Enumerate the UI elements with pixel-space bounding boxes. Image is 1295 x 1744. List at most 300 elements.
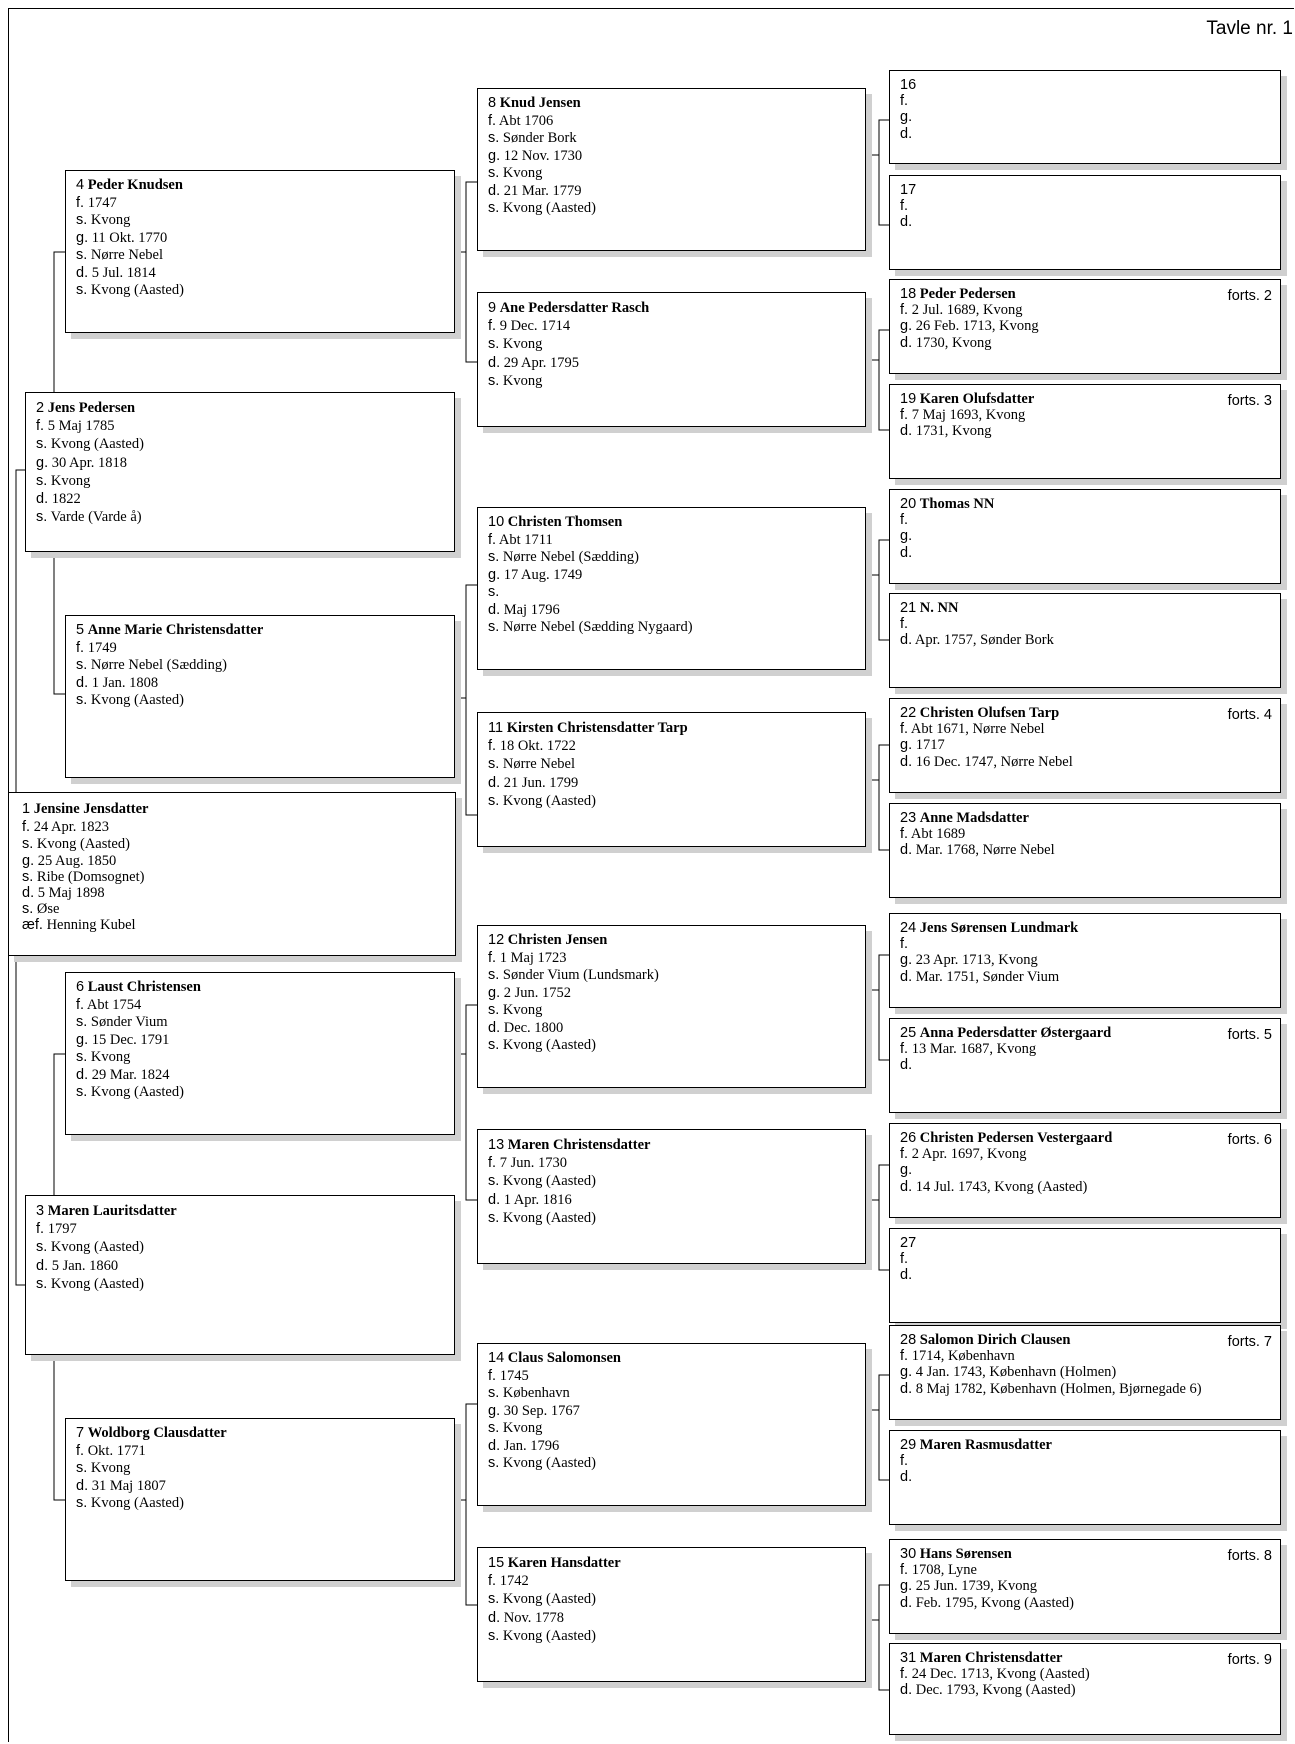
person-name: Laust Christensen xyxy=(87,979,201,995)
person-name: Ane Pedersdatter Rasch xyxy=(499,300,650,316)
field-value: Nørre Nebel (Sædding) xyxy=(502,549,640,565)
field-label: f. xyxy=(900,1348,909,1365)
person-card-5 xyxy=(65,615,455,778)
person-name: Claus Salomonsen xyxy=(507,1350,621,1366)
field-value: Abt 1671, Nørre Nebel xyxy=(910,721,1045,738)
person-number: 26 xyxy=(900,1130,917,1146)
person-name: Woldborg Clausdatter xyxy=(87,1425,227,1441)
person-number: 18 xyxy=(900,286,917,302)
field-value: 1797 xyxy=(47,1221,77,1238)
field-value: 2 Jul. 1689, Kvong xyxy=(911,302,1023,319)
person-name: Peder Pedersen xyxy=(919,286,1016,302)
person-name: Maren Rasmusdatter xyxy=(919,1437,1052,1453)
field-label: f. xyxy=(488,112,497,129)
field-label: d. xyxy=(76,1477,89,1494)
field-value: 14 Jul. 1743, Kvong (Aasted) xyxy=(915,1178,1088,1195)
field-label: d. xyxy=(900,753,913,770)
field-label: g. xyxy=(900,1364,913,1381)
person-name: Peder Knudsen xyxy=(87,177,183,193)
person-card-20 xyxy=(889,489,1281,584)
field-label: d. xyxy=(900,1178,913,1195)
field-label: s. xyxy=(488,1627,500,1644)
person-number: 4 xyxy=(76,177,85,193)
field-value: 21 Mar. 1779 xyxy=(503,182,582,199)
field-label: g. xyxy=(488,1402,501,1419)
field-label: g. xyxy=(900,737,913,754)
field-value: 1730, Kvong xyxy=(915,334,992,351)
field-label: g. xyxy=(900,528,913,545)
field-label: f. xyxy=(488,738,497,755)
field-label: s. xyxy=(488,1385,500,1401)
field-label: d. xyxy=(900,632,913,649)
sheet-label: Tavle nr. 1 xyxy=(1206,18,1293,39)
field-value: Kvong xyxy=(90,212,131,228)
field-value: Kvong (Aasted) xyxy=(50,1239,144,1256)
person-card-11 xyxy=(477,712,866,847)
field-value: Feb. 1795, Kvong (Aasted) xyxy=(915,1594,1074,1611)
field-label: f. xyxy=(900,302,909,319)
person-number: 15 xyxy=(488,1555,505,1571)
person-number: 30 xyxy=(900,1546,917,1562)
field-label: d. xyxy=(488,1191,501,1208)
person-card-6 xyxy=(65,972,455,1135)
field-label: f. xyxy=(488,1155,497,1172)
field-value: 1742 xyxy=(499,1573,529,1590)
field-label: d. xyxy=(900,125,913,142)
field-label: d. xyxy=(488,601,501,618)
field-value: 16 Dec. 1747, Nørre Nebel xyxy=(915,753,1073,770)
field-label: f. xyxy=(900,198,909,215)
person-name: Anne Madsdatter xyxy=(919,810,1029,826)
field-label: s. xyxy=(76,247,88,263)
field-label: f. xyxy=(900,616,909,633)
field-label: f. xyxy=(900,1146,909,1163)
field-label: d. xyxy=(900,1380,913,1397)
person-card-27 xyxy=(889,1228,1281,1323)
field-label: g. xyxy=(76,229,89,246)
field-label: f. xyxy=(900,936,909,953)
person-card-2 xyxy=(25,392,455,552)
continuation-ref[interactable]: forts. 4 xyxy=(1227,707,1272,723)
person-number: 13 xyxy=(488,1137,505,1153)
field-value: 5 Jan. 1860 xyxy=(51,1257,119,1274)
field-label: g. xyxy=(900,318,913,335)
field-label: s. xyxy=(488,756,500,773)
field-label: d. xyxy=(76,674,89,691)
person-number: 29 xyxy=(900,1437,917,1453)
field-value: 26 Feb. 1713, Kvong xyxy=(915,318,1039,335)
person-number: 28 xyxy=(900,1332,917,1348)
person-card-4 xyxy=(65,170,455,333)
person-card-23 xyxy=(889,803,1281,898)
field-value: 1822 xyxy=(51,490,81,507)
field-label: d. xyxy=(36,490,49,507)
person-card-13 xyxy=(477,1129,866,1264)
field-value: 21 Jun. 1799 xyxy=(503,774,579,791)
person-number: 9 xyxy=(488,300,497,316)
field-value: 1 Apr. 1816 xyxy=(503,1191,572,1208)
person-name: Christen Jensen xyxy=(507,932,608,948)
field-value: Kvong xyxy=(502,165,543,181)
person-number: 12 xyxy=(488,932,505,948)
field-label: d. xyxy=(900,1057,913,1074)
field-value: 29 Apr. 1795 xyxy=(503,354,580,371)
person-name: Jens Sørensen Lundmark xyxy=(919,920,1079,936)
field-label: f. xyxy=(488,949,497,966)
field-label: d. xyxy=(488,182,501,199)
field-value: Abt 1754 xyxy=(86,996,142,1013)
field-value: Kvong (Aasted) xyxy=(502,1173,596,1190)
field-value: Kvong (Aasted) xyxy=(502,1591,596,1608)
field-value: Kvong (Aasted) xyxy=(502,200,596,216)
field-value: 25 Aug. 1850 xyxy=(37,852,117,869)
field-label: s. xyxy=(36,1275,48,1292)
field-label: s. xyxy=(488,200,500,216)
person-number: 17 xyxy=(900,182,917,198)
person-card-29 xyxy=(889,1430,1281,1525)
field-value: 23 Apr. 1713, Kvong xyxy=(915,952,1038,969)
person-card-24 xyxy=(889,913,1281,1008)
person-number: 14 xyxy=(488,1350,505,1366)
field-label: d. xyxy=(900,842,913,859)
field-label: d. xyxy=(36,1257,49,1274)
field-label: s. xyxy=(488,1037,500,1053)
person-name: Christen Pedersen Vestergaard xyxy=(919,1130,1113,1146)
field-value: Kvong (Aasted) xyxy=(502,1455,596,1471)
field-value: Kvong xyxy=(502,336,543,353)
field-value: Abt 1711 xyxy=(498,531,553,548)
field-value: 1 Jan. 1808 xyxy=(91,674,159,691)
field-label: f. xyxy=(36,418,45,435)
field-value: Kvong (Aasted) xyxy=(50,436,144,453)
field-label: s. xyxy=(488,584,500,600)
person-card-26 xyxy=(889,1123,1281,1218)
field-value: 17 Aug. 1749 xyxy=(503,566,583,583)
field-value: 5 Maj 1785 xyxy=(47,418,115,435)
person-card-10 xyxy=(477,507,866,670)
field-label: d. xyxy=(488,354,501,371)
person-name: Christen Thomsen xyxy=(507,514,623,530)
field-value: Kvong xyxy=(502,372,543,389)
field-label: s. xyxy=(488,1420,500,1436)
field-value: Varde (Varde å) xyxy=(50,509,142,526)
field-value: Kvong (Aasted) xyxy=(502,1627,596,1644)
person-name: Karen Olufsdatter xyxy=(919,391,1035,407)
person-card-15 xyxy=(477,1547,866,1682)
field-value: 24 Apr. 1823 xyxy=(33,819,110,836)
field-label: s. xyxy=(488,967,500,983)
field-value: 4 Jan. 1743, København (Holmen) xyxy=(915,1364,1117,1381)
field-value: 5 Maj 1898 xyxy=(37,884,105,901)
field-label: d. xyxy=(900,544,913,561)
person-number: 24 xyxy=(900,920,917,936)
field-label: s. xyxy=(22,836,34,853)
field-label: s. xyxy=(76,1495,88,1511)
person-name: Thomas NN xyxy=(919,496,995,512)
field-value: 18 Okt. 1722 xyxy=(499,738,576,755)
field-label: f. xyxy=(900,1666,909,1683)
field-value: 1708, Lyne xyxy=(911,1562,977,1579)
person-card-7 xyxy=(65,1418,455,1581)
field-label: f. xyxy=(900,1453,909,1470)
field-label: f. xyxy=(900,512,909,529)
field-value: Øse xyxy=(36,901,60,918)
field-label: f. xyxy=(76,996,85,1013)
field-label: s. xyxy=(36,472,48,489)
field-value: Kvong (Aasted) xyxy=(502,792,596,809)
person-number: 7 xyxy=(76,1425,85,1441)
person-name: Hans Sørensen xyxy=(919,1546,1012,1562)
field-value: Nørre Nebel xyxy=(90,247,163,263)
field-label: s. xyxy=(488,1209,500,1226)
field-label: f. xyxy=(488,1367,497,1384)
field-label: g. xyxy=(76,1031,89,1048)
field-value: Kvong (Aasted) xyxy=(90,282,184,298)
person-number: 31 xyxy=(900,1650,917,1666)
person-number: 25 xyxy=(900,1025,917,1041)
person-name: Anna Pedersdatter Østergaard xyxy=(919,1025,1112,1041)
field-value: Kvong (Aasted) xyxy=(90,692,184,708)
field-label: f. xyxy=(900,826,909,843)
person-card-9 xyxy=(477,292,866,427)
field-value: Nørre Nebel xyxy=(502,756,575,773)
field-value: Kvong xyxy=(90,1049,131,1065)
field-label: d. xyxy=(76,264,89,281)
field-value: Kvong (Aasted) xyxy=(502,1209,596,1226)
field-label: g. xyxy=(488,984,501,1001)
field-label: d. xyxy=(900,968,913,985)
continuation-ref[interactable]: forts. 2 xyxy=(1227,288,1272,304)
field-value: Kvong (Aasted) xyxy=(90,1495,184,1511)
field-label: s. xyxy=(488,130,500,146)
person-card-3 xyxy=(25,1195,455,1355)
person-card-22 xyxy=(889,698,1281,793)
field-value: 7 Maj 1693, Kvong xyxy=(911,407,1026,424)
continuation-ref[interactable]: forts. 9 xyxy=(1227,1652,1272,1668)
person-name: N. NN xyxy=(919,600,959,616)
person-card-12 xyxy=(477,925,866,1088)
field-value: Kvong (Aasted) xyxy=(36,836,130,853)
field-label: f. xyxy=(900,93,909,110)
field-label: g. xyxy=(488,566,501,583)
continuation-ref[interactable]: forts. 3 xyxy=(1227,393,1272,409)
field-label: s. xyxy=(22,868,34,885)
person-number: 16 xyxy=(900,77,917,93)
field-label: s. xyxy=(488,619,500,635)
field-value: Apr. 1757, Sønder Bork xyxy=(914,632,1054,649)
field-value: 1745 xyxy=(499,1367,529,1384)
field-label: s. xyxy=(488,336,500,353)
field-label: s. xyxy=(488,1173,500,1190)
continuation-ref[interactable]: forts. 8 xyxy=(1227,1548,1272,1564)
field-label: s. xyxy=(36,509,48,526)
field-label: s. xyxy=(76,692,88,708)
field-label: s. xyxy=(76,1084,88,1100)
field-label: d. xyxy=(488,1609,501,1626)
field-value: Nov. 1778 xyxy=(503,1609,564,1626)
field-value: Sønder Bork xyxy=(502,130,577,146)
field-value: Abt 1706 xyxy=(498,112,554,129)
field-label: d. xyxy=(900,214,913,231)
person-number: 21 xyxy=(900,600,917,616)
person-number: 10 xyxy=(488,514,505,530)
person-card-14 xyxy=(477,1343,866,1506)
field-label: g. xyxy=(36,454,49,471)
field-label: f. xyxy=(900,407,909,424)
field-label: s. xyxy=(36,436,48,453)
field-label: d. xyxy=(900,334,913,351)
field-label: s. xyxy=(76,212,88,228)
continuation-ref[interactable]: forts. 7 xyxy=(1227,1334,1272,1350)
field-label: d. xyxy=(900,1682,913,1699)
field-label: d. xyxy=(76,1066,89,1083)
person-number: 22 xyxy=(900,705,917,721)
field-value: 1749 xyxy=(87,639,117,656)
field-label: d. xyxy=(488,774,501,791)
field-value: Kvong xyxy=(50,472,91,489)
field-value: Mar. 1751, Sønder Vium xyxy=(915,968,1060,985)
field-label: g. xyxy=(900,952,913,969)
field-label: f. xyxy=(76,639,85,656)
field-value: 1714, København xyxy=(911,1348,1015,1365)
person-number: 23 xyxy=(900,810,917,826)
field-label: d. xyxy=(488,1019,501,1036)
field-value: Nørre Nebel (Sædding Nygaard) xyxy=(502,619,693,635)
person-number: 11 xyxy=(488,720,504,736)
field-label: d. xyxy=(900,1267,913,1284)
field-value: Kvong xyxy=(90,1460,131,1476)
field-value: Kvong (Aasted) xyxy=(90,1084,184,1100)
field-value: København xyxy=(502,1385,570,1401)
field-value: 1 Maj 1723 xyxy=(499,949,567,966)
field-label: f. xyxy=(76,194,85,211)
field-label: s. xyxy=(76,1049,88,1065)
person-card-19 xyxy=(889,384,1281,479)
field-label: s. xyxy=(76,1014,88,1030)
field-label: d. xyxy=(900,423,913,440)
field-value: 8 Maj 1782, København (Holmen, Bjørnegade 6) xyxy=(915,1380,1202,1397)
field-label: æf. xyxy=(22,917,43,934)
field-label: s. xyxy=(76,282,88,298)
person-number: 6 xyxy=(76,979,85,995)
field-value: 2 Jun. 1752 xyxy=(503,984,571,1001)
person-number: 8 xyxy=(488,95,497,111)
field-value: Maj 1796 xyxy=(503,601,560,618)
field-label: f. xyxy=(22,819,31,836)
person-card-16 xyxy=(889,70,1281,164)
person-number: 19 xyxy=(900,391,917,407)
field-value: Kvong xyxy=(502,1002,543,1018)
person-name: Salomon Dirich Clausen xyxy=(919,1332,1071,1348)
field-label: s. xyxy=(488,1591,500,1608)
person-number: 20 xyxy=(900,496,917,512)
field-label: f. xyxy=(488,531,497,548)
person-card-30 xyxy=(889,1539,1281,1634)
person-name: Jens Pedersen xyxy=(47,400,136,416)
field-value: Okt. 1771 xyxy=(87,1442,146,1459)
person-number: 27 xyxy=(900,1235,917,1251)
field-label: s. xyxy=(36,1239,48,1256)
field-label: g. xyxy=(900,1162,913,1179)
person-name: Maren Lauritsdatter xyxy=(47,1203,177,1219)
field-label: f. xyxy=(488,318,497,335)
field-value: Abt 1689 xyxy=(910,826,966,843)
field-label: s. xyxy=(488,549,500,565)
field-label: f. xyxy=(900,1562,909,1579)
field-value: Dec. 1793, Kvong (Aasted) xyxy=(915,1682,1076,1699)
field-label: s. xyxy=(22,901,34,918)
field-value: 15 Dec. 1791 xyxy=(91,1031,170,1048)
field-value: 11 Okt. 1770 xyxy=(91,229,168,246)
person-name: Christen Olufsen Tarp xyxy=(919,705,1060,721)
field-value: 12 Nov. 1730 xyxy=(503,147,583,164)
field-value: 2 Apr. 1697, Kvong xyxy=(911,1146,1027,1163)
field-value: 25 Jun. 1739, Kvong xyxy=(915,1578,1037,1595)
person-card-17 xyxy=(889,175,1281,270)
field-value: 29 Mar. 1824 xyxy=(91,1066,170,1083)
person-name: Jensine Jensdatter xyxy=(33,801,149,817)
field-value: Kvong (Aasted) xyxy=(50,1275,144,1292)
field-label: f. xyxy=(900,1041,909,1058)
field-value: Dec. 1800 xyxy=(503,1019,564,1036)
person-card-28 xyxy=(889,1325,1281,1420)
field-value: 5 Jul. 1814 xyxy=(91,264,156,281)
person-name: Maren Christensdatter xyxy=(919,1650,1063,1666)
person-name: Kirsten Christensdatter Tarp xyxy=(506,720,688,736)
field-label: d. xyxy=(22,884,35,901)
person-card-31 xyxy=(889,1643,1281,1735)
field-label: s. xyxy=(488,792,500,809)
field-label: s. xyxy=(488,1455,500,1471)
field-label: g. xyxy=(22,852,35,869)
field-label: f. xyxy=(36,1221,45,1238)
field-value: Sønder Vium xyxy=(90,1014,168,1030)
field-label: g. xyxy=(900,109,913,126)
field-value: 9 Dec. 1714 xyxy=(499,318,571,335)
field-label: d. xyxy=(900,1594,913,1611)
field-label: s. xyxy=(488,165,500,181)
continuation-ref[interactable]: forts. 5 xyxy=(1227,1027,1272,1043)
field-value: 7 Jun. 1730 xyxy=(499,1155,567,1172)
field-value: Nørre Nebel (Sædding) xyxy=(90,657,228,673)
continuation-ref[interactable]: forts. 6 xyxy=(1227,1132,1272,1148)
person-number: 1 xyxy=(22,801,31,817)
person-number: 3 xyxy=(36,1203,45,1219)
field-value: 1717 xyxy=(915,737,945,754)
field-label: f. xyxy=(76,1442,85,1459)
field-label: f. xyxy=(488,1573,497,1590)
field-label: f. xyxy=(900,721,909,738)
field-label: s. xyxy=(76,657,88,673)
field-value: 30 Apr. 1818 xyxy=(51,454,128,471)
field-value: 24 Dec. 1713, Kvong (Aasted) xyxy=(911,1666,1090,1683)
field-value: Kvong xyxy=(502,1420,543,1436)
field-value: 1747 xyxy=(87,194,117,211)
field-value: Ribe (Domsognet) xyxy=(36,868,145,885)
field-value: Sønder Vium (Lundsmark) xyxy=(502,967,659,983)
person-card-1 xyxy=(8,792,456,956)
field-value: 30 Sep. 1767 xyxy=(503,1402,580,1419)
field-value: Henning Kubel xyxy=(46,917,136,934)
field-label: s. xyxy=(76,1460,88,1476)
field-value: 1731, Kvong xyxy=(915,423,992,440)
field-value: 13 Mar. 1687, Kvong xyxy=(911,1041,1037,1058)
field-label: s. xyxy=(488,1002,500,1018)
person-card-21 xyxy=(889,593,1281,688)
field-label: g. xyxy=(900,1578,913,1595)
field-label: d. xyxy=(900,1469,913,1486)
field-value: 31 Maj 1807 xyxy=(91,1477,166,1494)
